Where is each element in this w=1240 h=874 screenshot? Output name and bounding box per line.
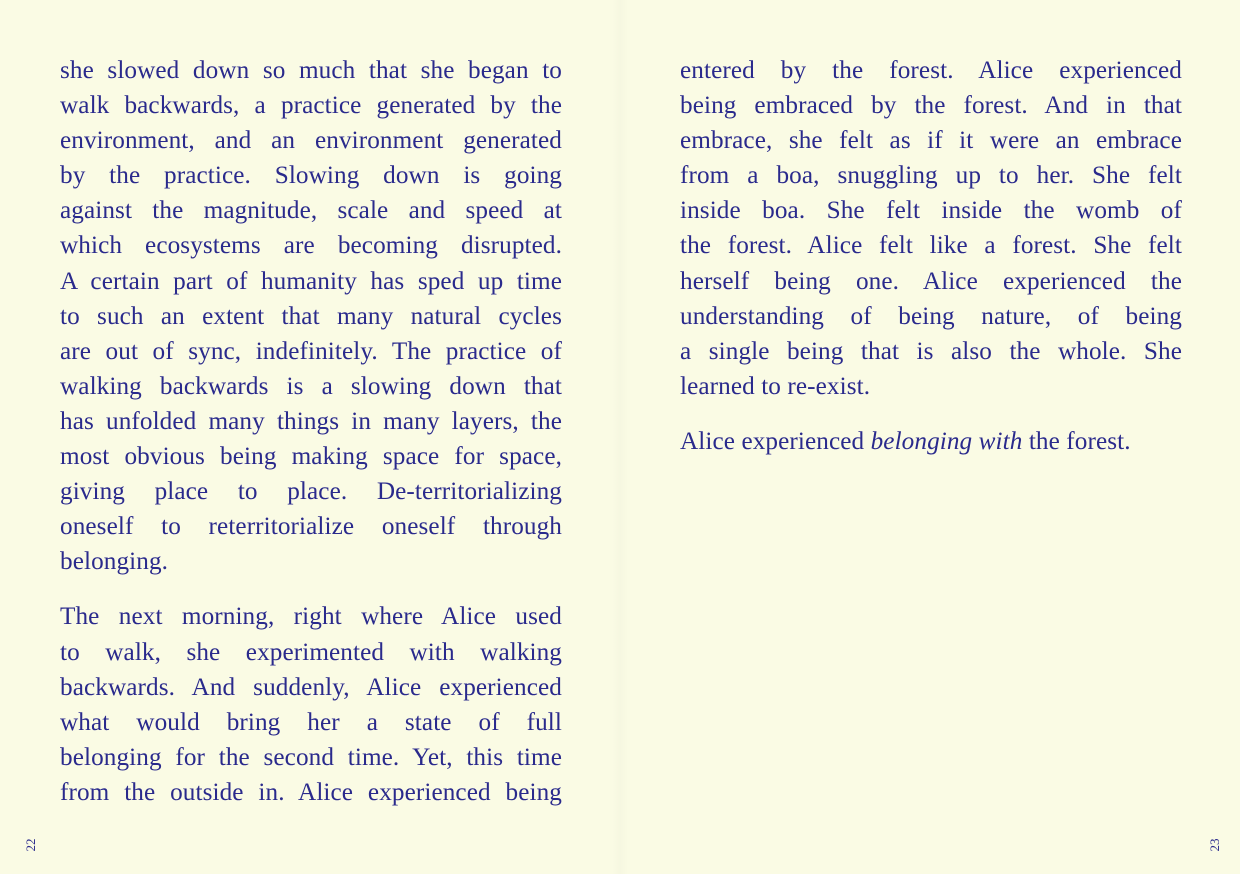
emphasis-text: belonging with <box>870 427 1023 455</box>
text-line: being embraced by the forest. And in that <box>680 92 1182 120</box>
text-line: learned to re-exist. <box>680 372 871 400</box>
text-line: most obvious being making space for space, <box>60 443 562 471</box>
text-line: to walk, she experimented with walking <box>60 638 562 666</box>
text-line: embrace, she felt as if it were an embrace <box>680 127 1182 155</box>
text-line: environment, and an environment generated <box>60 127 562 155</box>
text-line: walking backwards is a slowing down that <box>60 372 562 400</box>
text-run: Alice experienced <box>680 427 871 455</box>
right-page-text <box>680 53 1182 479</box>
text-line: walk backwards, a practice generated by the <box>60 92 562 120</box>
right-page <box>620 0 1240 874</box>
page-number: 22 <box>23 838 38 852</box>
text-line: has unfolded many things in many layers, the <box>60 407 562 435</box>
paragraph <box>680 424 1182 459</box>
gutter-shadow <box>612 0 628 874</box>
text-run: the forest. <box>1022 427 1131 455</box>
text-line: herself being one. Alice experienced the <box>680 267 1182 295</box>
paragraph <box>680 53 1182 404</box>
text-line: she slowed down so much that she began to <box>60 57 562 84</box>
text-line: The next morning, right where Alice used <box>60 603 562 631</box>
text-line: entered by the forest. Alice experienced <box>680 57 1182 84</box>
text-line: from a boa, snuggling up to her. She felt <box>680 162 1182 190</box>
text-line: are out of sync, indefinitely. The practice of <box>60 337 562 365</box>
text-line: from the outside in. Alice experienced being <box>60 778 562 806</box>
text-line: backwards. And suddenly, Alice experienced <box>60 673 562 701</box>
text-line: giving place to place. De-territorializing <box>60 478 562 506</box>
text-line: which ecosystems are becoming disrupted. <box>60 232 562 260</box>
text-line: understanding of being nature, of being <box>680 302 1182 330</box>
text-line: what would bring her a state of full <box>60 708 562 736</box>
text-line: oneself to reterritorialize oneself through <box>60 513 562 541</box>
text-line: a single being that is also the whole. She <box>680 337 1182 365</box>
text-line <box>680 424 1182 459</box>
text-line: belonging. <box>60 548 169 576</box>
paragraph <box>60 599 562 810</box>
text-line: to such an extent that many natural cycles <box>60 302 562 330</box>
text-line: the forest. Alice felt like a forest. She felt <box>680 232 1182 260</box>
text-line: belonging for the second time. Yet, this time <box>60 743 562 771</box>
text-line: inside boa. She felt inside the womb of <box>680 197 1182 225</box>
page-number: 23 <box>1207 838 1222 852</box>
text-line: A certain part of humanity has sped up time <box>60 267 562 295</box>
text-line: by the practice. Slowing down is going <box>60 162 562 190</box>
text-line: against the magnitude, scale and speed at <box>60 197 562 225</box>
paragraph <box>60 53 562 579</box>
left-page-text <box>60 53 562 830</box>
